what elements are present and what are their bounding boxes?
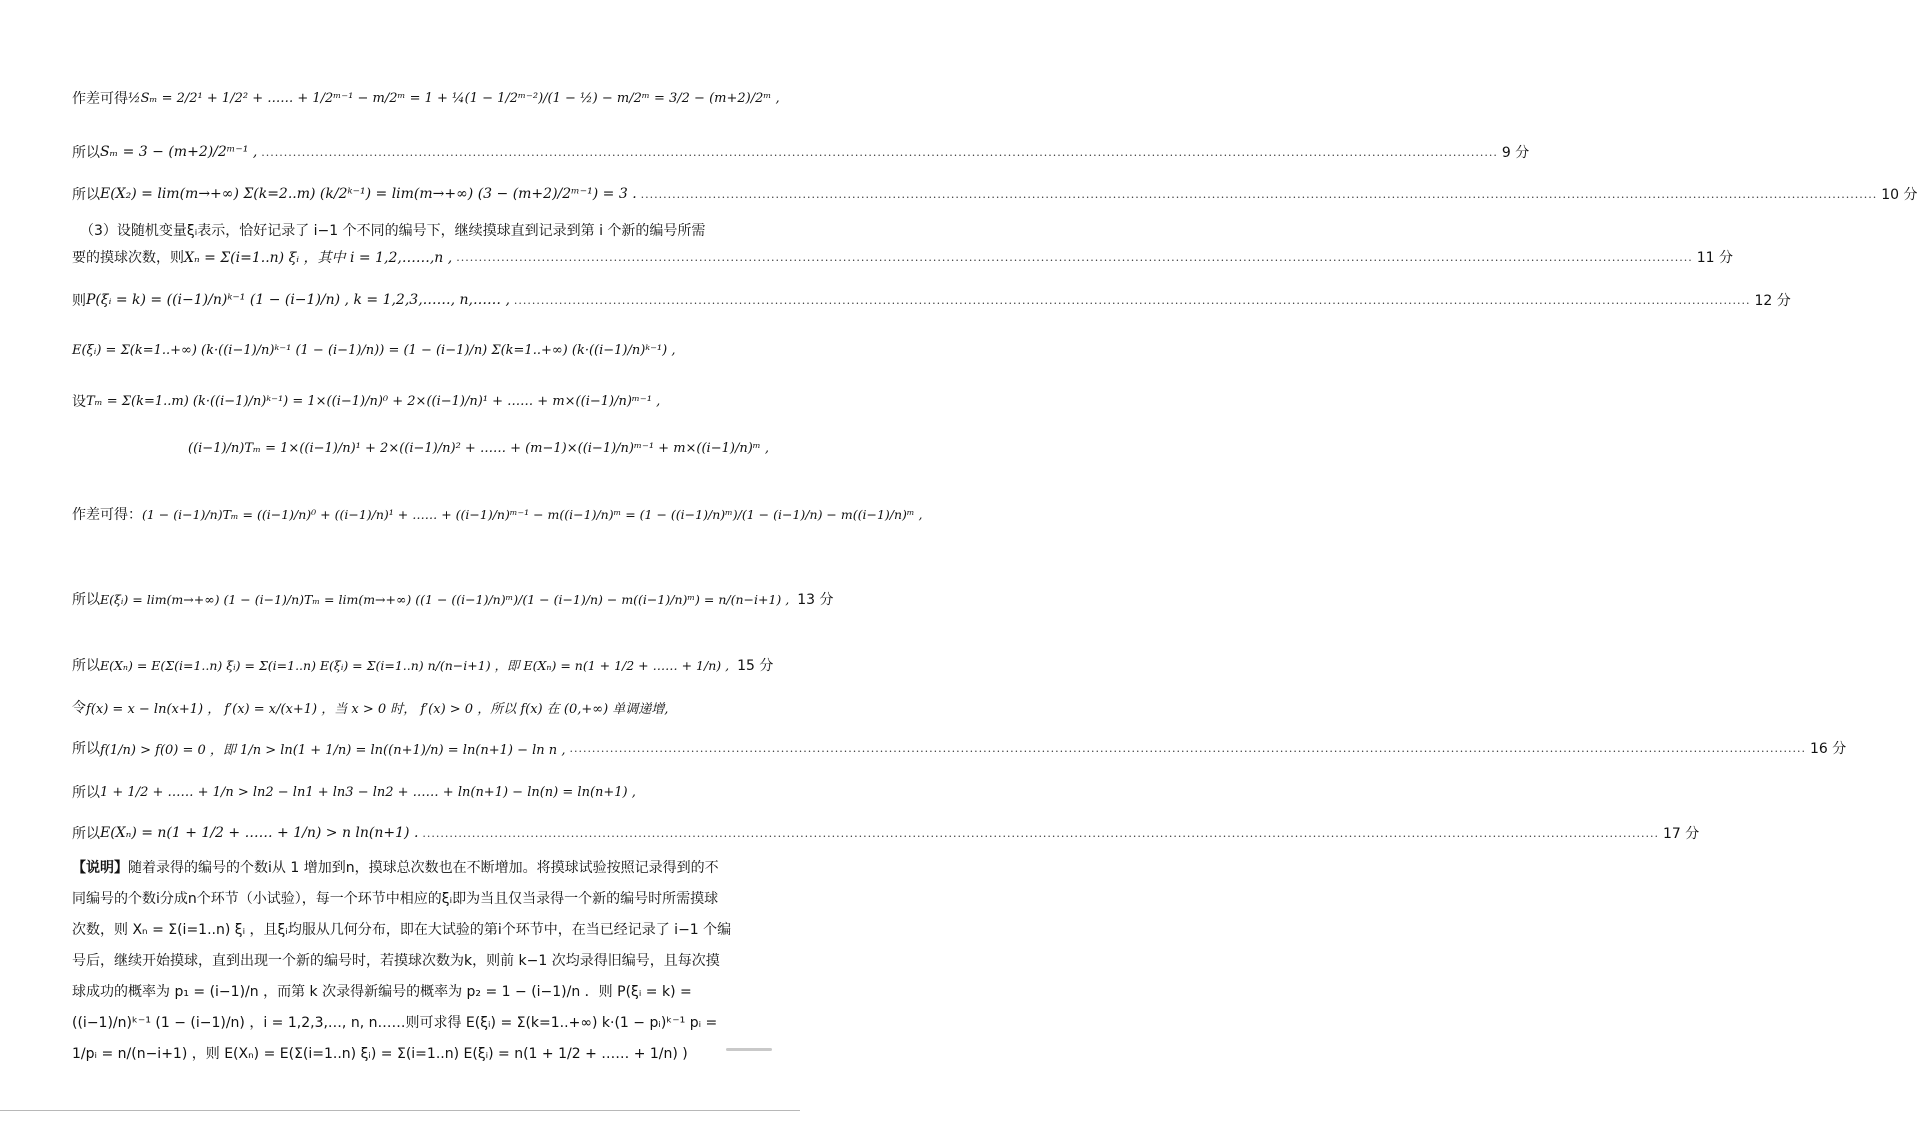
line-10-lead: 作差可得： [72, 507, 142, 523]
explanation-label: 【说明】 [72, 860, 128, 876]
line-7-expr: E(ξᵢ) = Σ(k=1..+∞) (k·((i−1)/n)ᵏ⁻¹ (1 − (i−1)/n)) = (1 − (i−1)/n) Σ(k=1..+∞) (k·((i−1)/n)ᵏ⁻¹) , [72, 342, 676, 358]
line-8-expr: Tₘ = Σ(k=1..m) (k·((i−1)/n)ᵏ⁻¹) = 1×((i−1)/n)⁰ + 2×((i−1)/n)¹ + …… + m×((i−1)/n)ᵐ⁻¹ , [86, 393, 661, 409]
line-14 [72, 730, 1847, 766]
line-1 [72, 70, 780, 126]
line-14-score: 16 分 [1810, 741, 1847, 757]
line-12 [72, 645, 774, 685]
line-11-expr: E(ξᵢ) = lim(m→+∞) (1 − (i−1)/n)Tₘ = lim(m→+∞) ((1 − ((i−1)/n)ᵐ)/(1 − (i−1)/n) − m((i−1)/n)ᵐ) = n/(n−i+1) , [100, 591, 790, 607]
line-15-expr: 1 + 1/2 + …… + 1/n > ln2 − ln1 + ln3 − ln2 + …… + ln(n+1) − ln(n) = ln(n+1) , [100, 784, 636, 800]
line-16-leader [422, 827, 1659, 840]
line-15 [72, 774, 714, 810]
line-8-lead: 设 [72, 394, 86, 410]
line-12-score: 15 分 [737, 658, 774, 674]
page-bottom-rule [0, 1110, 800, 1111]
scan-smudge [726, 1048, 772, 1051]
line-3-score: 10 分 [1881, 187, 1917, 203]
line-6-score: 12 分 [1754, 293, 1791, 309]
line-15-lead: 所以 [72, 785, 100, 801]
line-10 [72, 482, 923, 546]
explanation-note [72, 853, 732, 1070]
line-11-score: 13 分 [797, 592, 834, 608]
line-5-lead: 要的摸球次数，则 [72, 250, 184, 266]
line-2 [72, 137, 1530, 167]
line-1-expr: ½Sₘ = 2/2¹ + 1/2² + …… + 1/2ᵐ⁻¹ − m/2ᵐ = 1 + ¼(1 − 1/2ᵐ⁻²)/(1 − ½) − m/2ᵐ = 3/2 − (m+2)/2ᵐ , [128, 90, 780, 106]
line-5-score: 11 分 [1696, 250, 1734, 266]
line-14-expr: f(1/n) > f(0) = 0 ，即 1/n > ln(1 + 1/n) = ln((n+1)/n) = ln(n+1) − ln n , [100, 742, 566, 758]
line-11 [72, 566, 834, 632]
line-6-lead: 则 [72, 293, 86, 309]
line-12-lead: 所以 [72, 658, 100, 674]
line-1-lead: 作差可得 [72, 91, 128, 107]
line-11-lead: 所以 [72, 592, 100, 608]
line-10-expr: (1 − (i−1)/n)Tₘ = ((i−1)/n)⁰ + ((i−1)/n)¹ + …… + ((i−1)/n)ᵐ⁻¹ − m((i−1)/n)ᵐ = (1 − ((i−1)/n)ᵐ)/(1 − (i−1)/n) − m((i−1)/n)ᵐ , [142, 506, 923, 522]
line-9-expr: ((i−1)/n)Tₘ = 1×((i−1)/n)¹ + 2×((i−1)/n)² + …… + (m−1)×((i−1)/n)ᵐ⁻¹ + m×((i−1)/n)ᵐ , [188, 440, 770, 456]
line-9 [188, 428, 770, 468]
line-8 [72, 381, 714, 421]
line-7 [72, 330, 714, 370]
line-12-expr: E(Xₙ) = E(Σ(i=1..n) ξᵢ) = Σ(i=1..n) E(ξᵢ) = Σ(i=1..n) n/(n−i+1) ，即 E(Xₙ) = n(1 + 1/2 + …… + 1/n) , [100, 658, 730, 673]
line-6-expr: P(ξᵢ = k) = ((i−1)/n)ᵏ⁻¹ (1 − (i−1)/n) , k = 1,2,3,……, n,…… , [86, 292, 510, 308]
line-13 [72, 690, 714, 724]
explanation-text: 随着录得的编号的个数i从 1 增加到n，摸球总次数也在不断增加。将摸球试验按照记录得到的不同编号的个数i分成n个环节（小试验），每一个环节中相应的ξᵢ即为当且仅当录得一个新的编号时所需摸球次数，则 Xₙ = Σ(i=1..n) ξᵢ ，且ξᵢ均服从几何分布，即在大试验的第i个环节中，在当已经记录了 i−1 个编号后，继续开始摸球，直到出现一个新的编号时，若摸球次数为k，则前 k−1 次均录得旧编号，且每次摸球成功的概率为 p₁ = (i−1)/n ，而第 k 次录得新编号的概率为 p₂ = 1 − (i−1)/n ．则 P(ξᵢ = k) = ((i−1)/n)ᵏ⁻¹ (1 − (i−1)/n) ，i = 1,2,3,…, n, n……则可求得 E(ξᵢ) = Σ(k=1..+∞) k·(1 − pᵢ)ᵏ⁻¹ pᵢ = 1/pᵢ = n/(n−i+1) ，则 E(Xₙ) = E(Σ(i=1..n) ξᵢ) = Σ(i=1..n) E(ξᵢ) = n(1 + 1/2 + …… + 1/n) ) [72, 860, 732, 1062]
line-16-score: 17 分 [1662, 826, 1700, 842]
line-14-leader [569, 742, 1806, 755]
line-14-lead: 所以 [72, 741, 100, 757]
line-16-expr: E(Xₙ) = n(1 + 1/2 + …… + 1/n) > n ln(n+1) . [100, 825, 419, 841]
line-16-lead: 所以 [72, 826, 100, 842]
line-13-expr: f(x) = x − ln(x+1) ， f′(x) = x/(x+1) ，当 x > 0 时， f′(x) > 0 ，所以 f(x) 在 (0,+∞) 单调递增, [86, 701, 669, 717]
line-4 [80, 217, 714, 243]
line-3-lead: 所以 [72, 187, 100, 203]
line-2-score: 9 分 [1501, 145, 1530, 161]
line-6 [72, 283, 1791, 317]
line-6-leader [514, 294, 1751, 307]
line-4-lead: （3）设随机变量ξᵢ表示，恰好记录了 i−1 个不同的编号下，继续摸球直到记录到第 i 个新的编号所需 [80, 223, 706, 239]
line-2-leader [261, 146, 1498, 159]
line-3 [72, 176, 1917, 212]
line-3-leader [641, 188, 1878, 201]
line-5 [72, 242, 1734, 272]
line-16 [72, 815, 1700, 851]
line-5-leader [456, 251, 1693, 264]
line-2-expr: Sₘ = 3 − (m+2)/2ᵐ⁻¹ , [100, 144, 258, 160]
line-3-expr: E(X₂) = lim(m→+∞) Σ(k=2..m) (k/2ᵏ⁻¹) = lim(m→+∞) (3 − (m+2)/2ᵐ⁻¹) = 3 . [100, 186, 637, 202]
line-2-lead: 所以 [72, 145, 100, 161]
line-5-expr: Xₙ = Σ(i=1..n) ξᵢ ，其中 i = 1,2,……,n , [184, 250, 453, 266]
line-13-lead: 令 [72, 700, 86, 716]
